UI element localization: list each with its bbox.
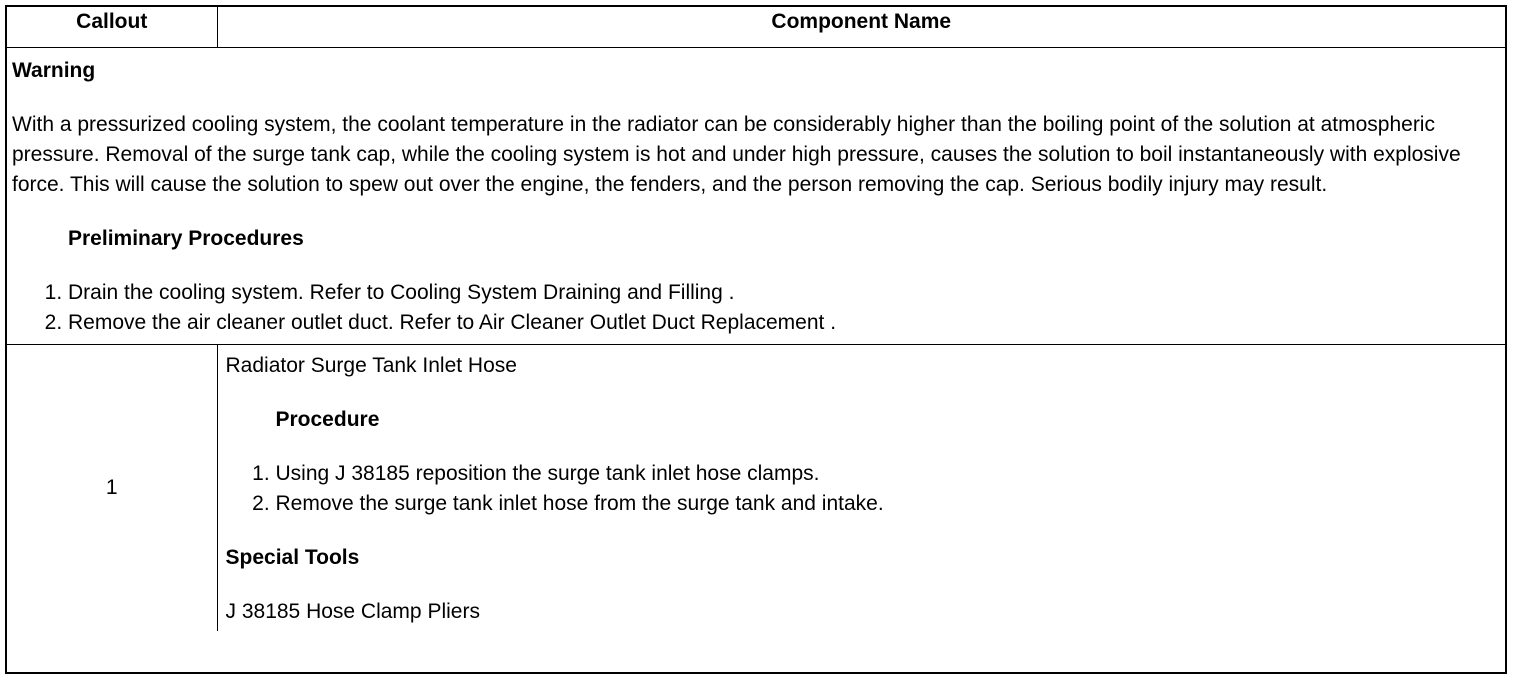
component-table-frame — [5, 5, 1507, 674]
procedure-heading: Procedure — [275, 408, 380, 431]
callout-column-header: Callout — [7, 7, 217, 48]
special-tools-heading: Special Tools — [225, 546, 360, 569]
callout-number: 1 — [7, 345, 217, 632]
list-item: 1. Drain the cooling system. Refer to Cooling System Draining and Filling . — [68, 278, 1491, 308]
list-item: 1. Using J 38185 reposition the surge tank inlet hose clamps. — [276, 459, 1492, 489]
warning-title: Warning — [12, 59, 96, 82]
preliminary-procedures-heading: Preliminary Procedures — [68, 227, 304, 250]
component-name: Radiator Surge Tank Inlet Hose — [225, 354, 517, 377]
procedure-steps-list — [226, 459, 1492, 519]
table-header-row — [7, 7, 1505, 48]
component-cell — [217, 345, 1505, 632]
special-tools-text: J 38185 Hose Clamp Pliers — [225, 600, 480, 623]
list-item: 2. Remove the air cleaner outlet duct. Refer to Air Cleaner Outlet Duct Replacement . — [68, 308, 1491, 338]
component-name-column-header: Component Name — [217, 7, 1505, 48]
warning-cell — [7, 48, 1505, 345]
component-table — [7, 7, 1505, 631]
table-row — [7, 345, 1505, 632]
warning-row — [7, 48, 1505, 345]
list-item: 2. Remove the surge tank inlet hose from the surge tank and intake. — [276, 489, 1492, 519]
preliminary-steps-list — [12, 278, 1491, 338]
warning-text: With a pressurized cooling system, the coolant temperature in the radiator can be considerably higher than the boiling point of the solution at atmospheric pressure. Removal of the surge tank cap, while the cooling system is hot and under high pressure, causes the solution to boil instantaneously with explosive force. This will cause the solution to spew out over the engine, the fenders, and the person removing the cap. Serious bodily injury may result. — [12, 113, 1461, 196]
